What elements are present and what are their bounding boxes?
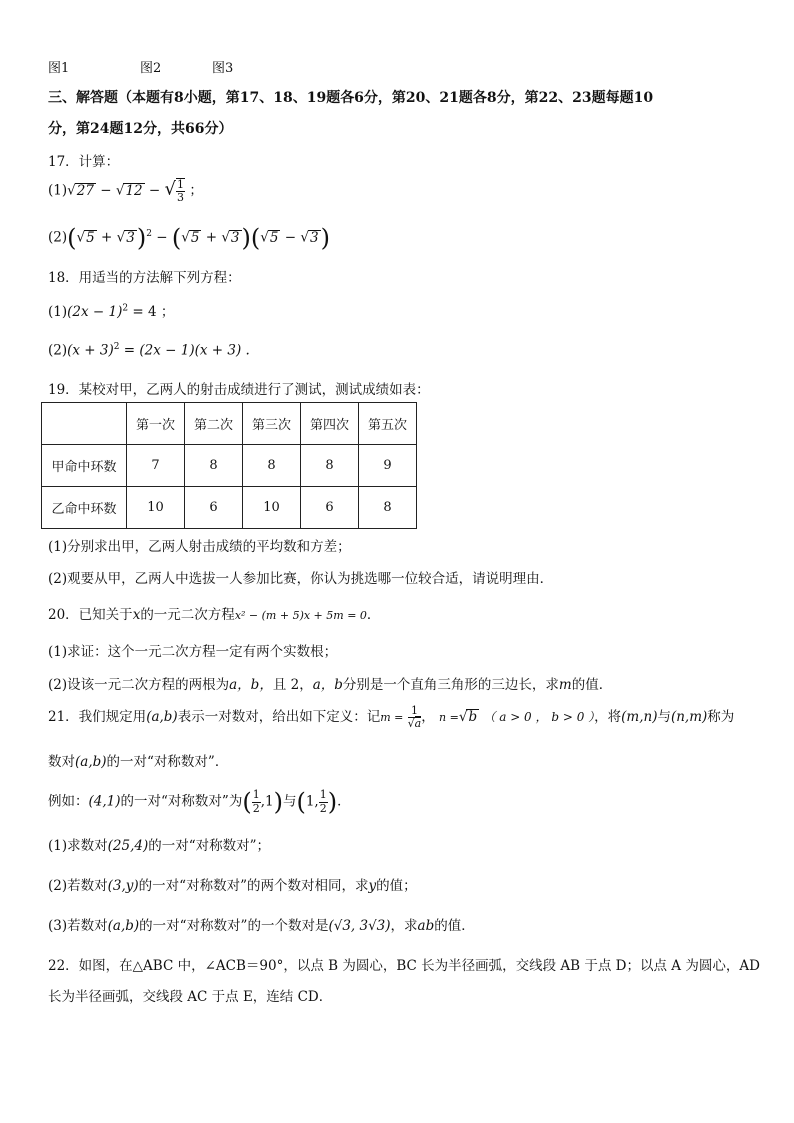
q21-n-eq: n = xyxy=(439,711,459,725)
q21-ex-a: 例如： xyxy=(48,793,89,810)
table-cell: 9 xyxy=(359,445,417,487)
table-row xyxy=(42,487,417,529)
table-header-cell: 第五次 xyxy=(359,403,417,445)
q21-frac-den: a xyxy=(414,717,422,731)
table-header-cell xyxy=(42,403,127,445)
q21-l2-pair: (a,b) xyxy=(75,754,107,770)
q19-stem: 19．某校对甲，乙两人的射击成绩进行了测试，测试成绩如表： xyxy=(48,382,430,398)
q21-line2 xyxy=(48,750,228,770)
q21-part3 xyxy=(48,914,475,934)
q21-pair-mn: (m,n) xyxy=(621,709,658,726)
table-cell: 10 xyxy=(243,487,301,529)
q21-line1: 21．我们规定用(a,b)表示一对数对，给出如下定义：记m = $\frac{1}{√a}$ ， n =√b （ a > 0 ， b > 0 ），将(m,n)与(n,m)称为 xyxy=(48,704,735,731)
q18-part2-rhs: = (2x − 1)(x + 3) . xyxy=(119,342,250,359)
q18-part1 xyxy=(48,300,174,320)
q20-part1: (1)求证：这个一元二次方程一定有两个实数根； xyxy=(48,644,338,660)
q21-pair-nm: (n,m) xyxy=(670,709,708,726)
table-cell: 6 xyxy=(301,487,359,529)
q21-p2-c: 的值； xyxy=(376,878,417,894)
table-header-cell: 第四次 xyxy=(301,403,359,445)
q21-l1-e: 称为 xyxy=(707,709,735,726)
q17-stem: 17．计算： xyxy=(48,154,120,170)
q18-part1-expr: (2x − 1) xyxy=(67,304,123,320)
q21-p3-d: 的值． xyxy=(434,918,475,934)
q21-p1-b: 的一对“对称数对”； xyxy=(148,838,271,854)
section-heading-line2: 分，第24题12分，共66分） xyxy=(48,121,233,137)
q21-ex-pair: (4,1) xyxy=(88,793,121,810)
q18-part2-lhs: (x + 3) xyxy=(67,342,114,359)
table-header-cell: 第三次 xyxy=(243,403,301,445)
q17-p2-exp: 2 xyxy=(146,229,152,239)
table-cell: 6 xyxy=(185,487,243,529)
q21-frac-num: 1 xyxy=(408,705,422,718)
q21-ex-frac2-num: 1 xyxy=(319,788,327,802)
table-cell: 8 xyxy=(185,445,243,487)
q21-n-rad: b xyxy=(468,709,478,726)
table-cell: 10 xyxy=(127,487,185,529)
q21-l2-b: 的一对“对称数对”． xyxy=(106,754,229,770)
q17-p2-a1: 5 xyxy=(86,229,95,246)
figure-label-3: 图3 xyxy=(212,61,234,76)
q21-part1 xyxy=(48,834,270,854)
q21-p1-pair: (25,4) xyxy=(107,838,149,854)
q20-stem-a: 20．已知关于 xyxy=(48,607,133,623)
q21-ex-frac2-den: 2 xyxy=(319,801,327,815)
q21-p2-pair: (3,y) xyxy=(107,878,139,894)
q20-part2 xyxy=(48,673,612,693)
q21-l1-a: 21．我们规定用 xyxy=(48,709,147,726)
q21-p3-a: (3)若数对 xyxy=(48,918,108,934)
q21-part2 xyxy=(48,874,417,894)
q18-part2-exp: 2 xyxy=(113,342,120,352)
q21-ex-end: ． xyxy=(337,793,351,810)
q20-p2-a: (2)设该一元二次方程的两根为 xyxy=(48,677,230,693)
q21-p3-b: 的一对“对称数对”的一个数对是 xyxy=(139,918,329,934)
q18-part2 xyxy=(48,342,250,359)
q20-stem xyxy=(48,603,380,623)
q18-part1-rhs: = 4 ； xyxy=(128,304,175,320)
q19-part2: (2)观要从甲，乙两人中选拔一人参加比赛，你认为挑选哪一位较合适，请说明理由． xyxy=(48,571,554,587)
q18-stem: 18．用适当的方法解下列方程： xyxy=(48,270,241,286)
q22-line2: 长为半径画弧，交线段 AC 于点 E，连结 CD． xyxy=(48,989,333,1005)
q21-example: 例如：(4,1)的一对“对称数对”为( $\frac{1}{2}$ ,1)与(1, $\frac{1}{2}$ )． xyxy=(48,788,351,816)
table-cell: 8 xyxy=(243,445,301,487)
figure-label-2: 图2 xyxy=(140,61,162,76)
q17-frac-den: 3 xyxy=(177,191,185,205)
q17-part2-label: (2) xyxy=(48,229,68,246)
q17-p2-b3: 3 xyxy=(309,229,319,246)
q21-p1-a: (1)求数对 xyxy=(48,838,108,854)
q21-l2-a: 数对 xyxy=(48,754,75,770)
q21-condition: （ a > 0 ， b > 0 ） xyxy=(483,710,595,725)
q19-part1: (1)分别求出甲，乙两人射击成绩的平均数和方差； xyxy=(48,539,351,555)
q21-ex-frac1-den: 2 xyxy=(252,801,260,815)
q21-ex-frac1-num: 1 xyxy=(252,788,260,802)
q17-frac-num: 1 xyxy=(177,178,185,191)
q21-l1-d: 与 xyxy=(657,709,671,726)
q21-p2-b: 的一对“对称数对”的两个数对相同，求 xyxy=(138,878,369,894)
figure-label-1: 图1 xyxy=(48,61,70,76)
q19-score-table xyxy=(41,402,417,529)
q20-stem-end: ． xyxy=(366,607,381,623)
q21-p2-y: y xyxy=(368,878,377,894)
q20-var-x: x xyxy=(132,607,141,623)
q22-line1: 22．如图，在△ABC 中，∠ACB＝90°，以点 B 为圆心，BC 长为半径画弧，交线段 AB 于点 D；以点 A 为圆心，AD xyxy=(48,958,760,974)
q20-p2-roots: a，b， xyxy=(229,677,273,693)
q20-p2-e: 分别是一个直角三角形的三边长，求 xyxy=(342,677,559,693)
q20-stem-b: 的一元二次方程 xyxy=(140,607,235,623)
table-row-label: 甲命中环数 xyxy=(42,445,127,487)
q17-part2: $(2)(√5 + √3)^2 - (√5 + √3)(√5 - √3)$ xyxy=(48,224,330,252)
q17-part1-end: ； xyxy=(189,182,203,199)
q17-p2-a3: 5 xyxy=(269,229,279,246)
table-cell: 8 xyxy=(301,445,359,487)
q20-p2-f: 的值． xyxy=(571,677,613,693)
table-header-cell: 第二次 xyxy=(185,403,243,445)
q18-part1-exp: 2 xyxy=(122,303,129,314)
q17-p2-b2: 3 xyxy=(230,229,240,246)
section-heading-line1: 三、解答题（本题有8小题，第17、18、19题各6分，第20、21题各8分，第22、23题每题10 xyxy=(48,90,654,106)
q17-radicand-27: 27 xyxy=(76,182,94,199)
q18-part2-label: (2) xyxy=(48,342,68,359)
q21-p3-val: (√3, 3√3) xyxy=(328,918,391,934)
table-cell: 7 xyxy=(127,445,185,487)
q17-part1: (1)√27 − √12 − √ $\frac{1}{3}$ ； xyxy=(48,178,203,205)
q21-ex-b: 的一对“对称数对”为 xyxy=(120,793,243,810)
q20-equation: x² − (m + 5)x + 5m = 0 xyxy=(234,609,367,622)
q21-pair-ab: (a,b) xyxy=(146,709,178,726)
q21-p3-ab: ab xyxy=(417,918,435,934)
table-header-cell: 第一次 xyxy=(127,403,185,445)
q21-p3-c: ，求 xyxy=(390,918,418,934)
q17-radicand-12: 12 xyxy=(125,182,143,199)
q21-l1-b: 表示一对数对，给出如下定义：记 xyxy=(177,709,381,726)
table-row-label: 乙命中环数 xyxy=(42,487,127,529)
q21-m-eq: m = xyxy=(380,711,404,725)
q20-p2-m: m xyxy=(558,677,572,693)
table-header-row xyxy=(42,403,417,445)
q20-p2-c: 且 2， xyxy=(272,677,313,693)
q20-p2-d: a，b xyxy=(312,677,343,693)
q17-part1-label: (1) xyxy=(48,182,68,199)
q17-p2-b1: 3 xyxy=(126,229,135,246)
table-cell: 8 xyxy=(359,487,417,529)
table-row xyxy=(42,445,417,487)
q21-l1-c: ，将 xyxy=(594,709,622,726)
q17-p2-a2: 5 xyxy=(190,229,200,246)
q21-p3-pair: (a,b) xyxy=(107,918,140,934)
q21-p2-a: (2)若数对 xyxy=(48,878,108,894)
q21-ex-c: 与 xyxy=(282,793,297,810)
q18-part1-label: (1) xyxy=(48,304,68,320)
